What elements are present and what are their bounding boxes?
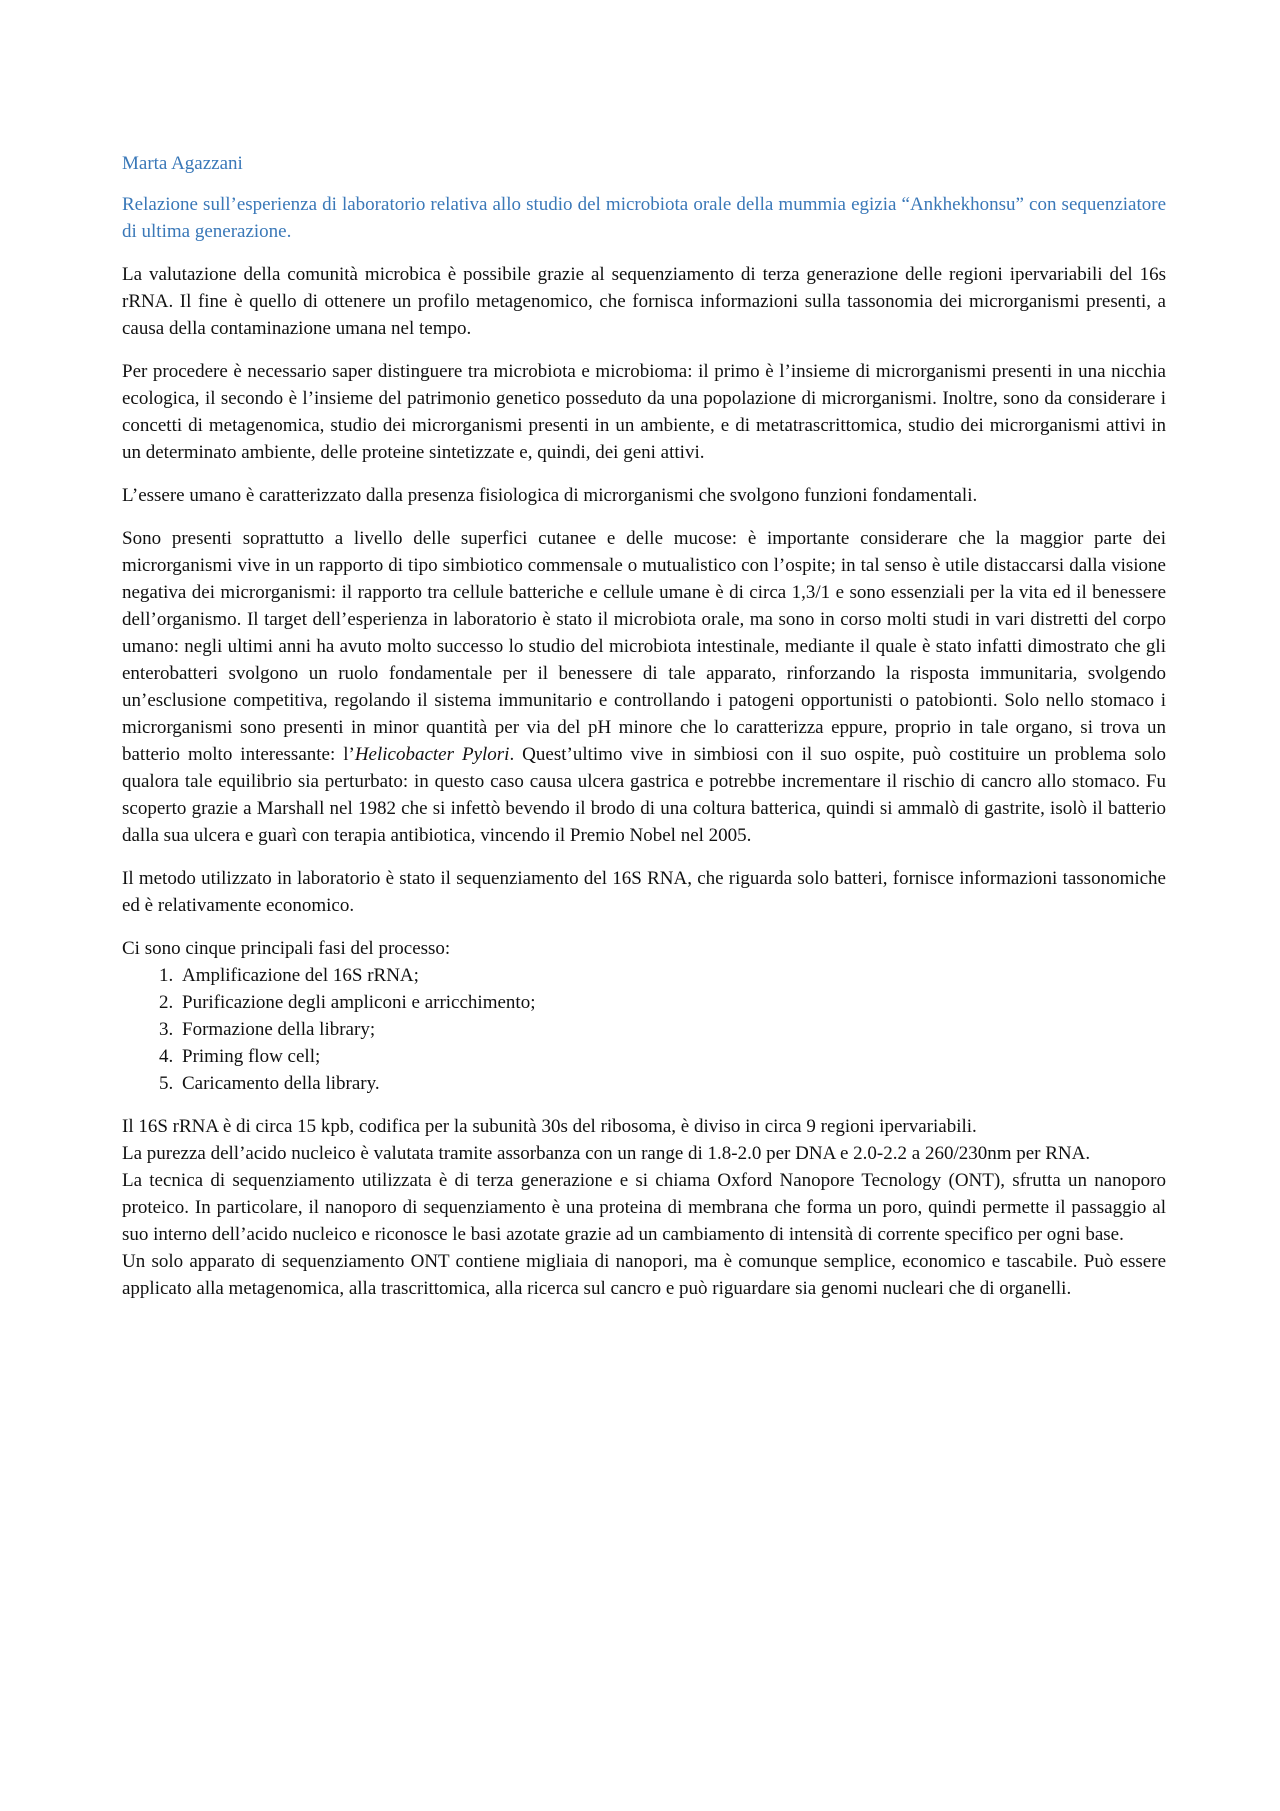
- note-purity: La purezza dell’acido nucleico è valutata tramite assorbanza con un range di 1.8-2.0 per DNA e 2.0-2.2 a 260/230nm per RNA.: [122, 1143, 1091, 1164]
- note-ont-device: Un solo apparato di sequenziamento ONT contiene migliaia di nanopori, ma è comunque semplice, economico e tascabile. Può essere applicato alla metagenomica, alla trascrittomica, alla ricerca sul cancro e può riguardare sia genomi nucleari che di organelli.: [122, 1251, 1166, 1299]
- list-item: 3. Formazione della library;: [178, 1016, 1166, 1043]
- document-page: [122, 150, 1166, 1302]
- steps-list: [122, 962, 1166, 1097]
- paragraph-method: Il metodo utilizzato in laboratorio è stato il sequenziamento del 16S RNA, che riguarda solo batteri, fornisce informazioni tassonomiche ed è relativamente economico.: [122, 868, 1166, 916]
- note-16s-size: Il 16S rRNA è di circa 15 kpb, codifica per la subunità 30s del ribosoma, è diviso in circa 9 regioni ipervariabili.: [122, 1116, 977, 1137]
- list-item: 1. Amplificazione del 16S rRNA;: [178, 962, 1166, 989]
- technical-notes: [122, 1113, 1166, 1302]
- list-item: 2. Purificazione degli ampliconi e arricchimento;: [178, 989, 1166, 1016]
- paragraph-intro: La valutazione della comunità microbica è possibile grazie al sequenziamento di terza generazione delle regioni ipervariabili del 16s rRNA. Il fine è quello di ottenere un profilo metagenomico, che fornisca informazioni sulla tassonomia dei microrganismi presenti, a causa della contaminazione umana nel tempo.: [122, 264, 1166, 339]
- document-title: Relazione sull’esperienza di laboratorio relativa allo studio del microbiota orale della mummia egizia “Ankhekhonsu” con sequenziatore di ultima generazione.: [122, 194, 1166, 242]
- note-ont-technique: La tecnica di sequenziamento utilizzata è di terza generazione e si chiama Oxford Nanopore Tecnology (ONT), sfrutta un nanoporo proteico. In particolare, il nanoporo di sequenziamento è una proteina di membrana che forma un poro, quindi permette il passaggio al suo interno dell’acido nucleico e riconosce le basi azotate grazie ad un cambiamento di intensità di corrente specifico per ogni base.: [122, 1170, 1166, 1245]
- author-name: Marta Agazzani: [122, 153, 243, 174]
- paragraph-definitions: Per procedere è necessario saper distinguere tra microbiota e microbioma: il primo è l’insieme di microrganismi presenti in una nicchia ecologica, il secondo è l’insieme del patrimonio genetico posseduto da una popolazione di microrganismi. Inoltre, sono da considerare i concetti di metagenomica, studio dei microrganismi presenti in un ambiente, e di metatrascrittomica, studio dei microrganismi attivi in un determinato ambiente, delle proteine sintetizzate e, quindi, dei geni attivi.: [122, 361, 1166, 463]
- paragraph-human-microbes: L’essere umano è caratterizzato dalla presenza fisiologica di microrganismi che svolgono funzioni fondamentali.: [122, 485, 978, 506]
- paragraph-text-part: . Quest’ultimo vive in simbiosi con il suo ospite, può costituire un problema solo qualora tale equilibrio sia perturbato: in questo caso causa ulcera gastrica e potrebbe incrementare il rischio di cancro allo stomaco. Fu scoperto grazie a Marshall nel 1982 che si infettò bevendo il brodo di una coltura batterica, quindi si ammalò di gastrite, isolò il batterio dalla sua ulcera e guarì con terapia antibiotica, vincendo il Premio Nobel nel 2005.: [122, 744, 1167, 846]
- list-item: 4. Priming flow cell;: [178, 1043, 1166, 1070]
- paragraph-text-part: Sono presenti soprattutto a livello delle superfici cutanee e delle mucose: è importante considerare che la maggior parte dei microrganismi vive in un rapporto di tipo simbiotico commensale o mutualistico con l’ospite; in tal senso è utile distaccarsi dalla visione negativa dei microrganismi: il rapporto tra cellule batteriche e cellule umane è di circa 1,3/1 e sono essenziali per la vita ed il benessere dell’organismo. Il target dell’esperienza in laboratorio è stato il microbiota orale, ma sono in corso molti studi in vari distretti del corpo umano: negli ultimi anni ha avuto molto successo lo studio del microbiota intestinale, mediante il quale è stato infatti dimostrato che gli enterobatteri svolgono un ruolo fondamentale per il benessere di tale apparato, rinforzando la risposta immunitaria, svolgendo un’esclusione competitiva, regolando il sistema immunitario e controllando i patogeni opportunisti o patobionti. Solo nello stomaco i microrganismi sono presenti in minor quantità per via del pH minore che lo caratterizza eppure, proprio in tale organo, si trova un batterio molto interessante: l’: [122, 528, 1166, 765]
- steps-intro: Ci sono cinque principali fasi del processo:: [122, 938, 451, 959]
- list-item: 5. Caricamento della library.: [178, 1070, 1166, 1097]
- paragraph-microbiota-details: [122, 525, 1166, 849]
- species-name: Helicobacter Pylori: [354, 744, 510, 765]
